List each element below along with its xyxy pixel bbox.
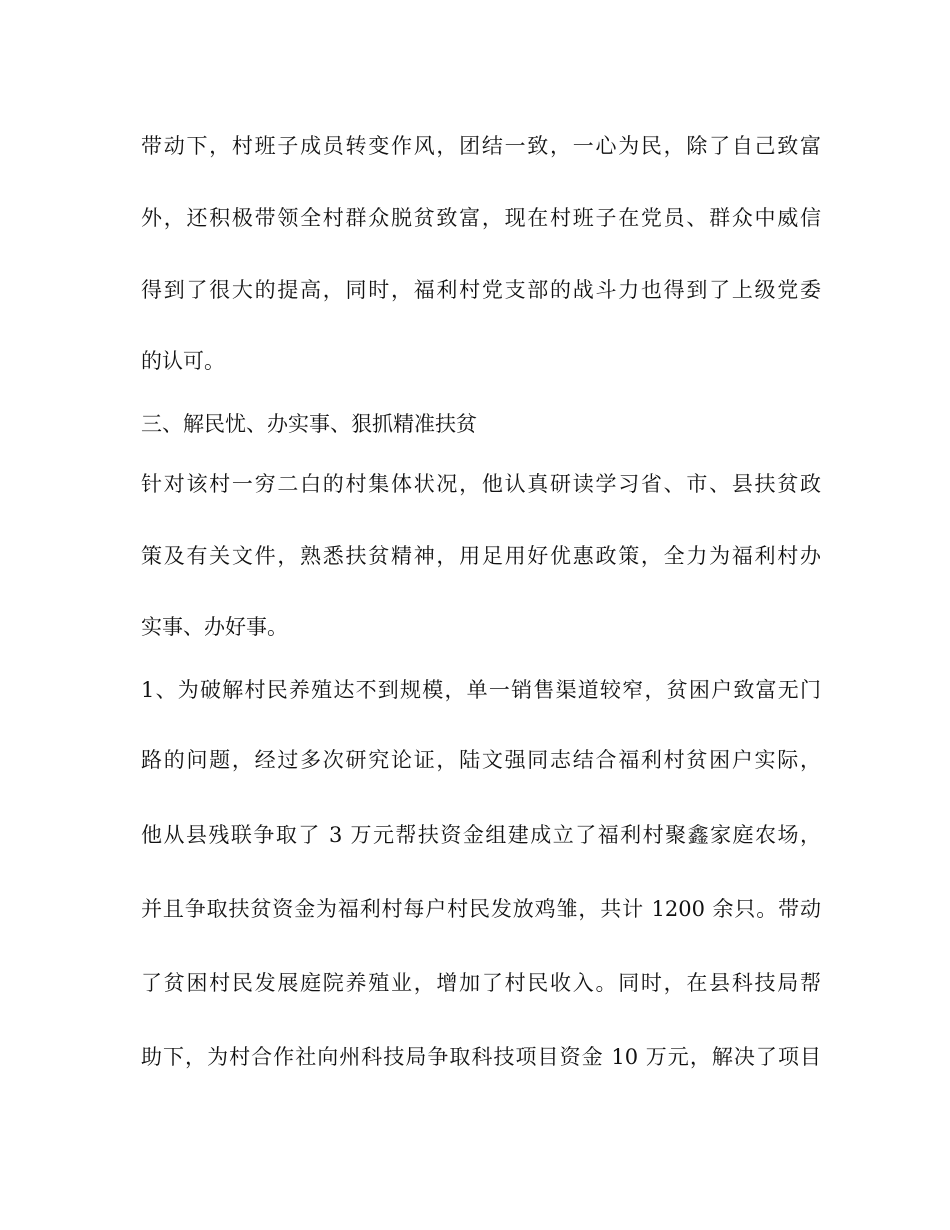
paragraph-line: 路的问题，经过多次研究论证，陆文强同志结合福利村贫困户实际，: [141, 748, 821, 772]
paragraph-line: 了贫困村民发展庭院养殖业，增加了村民收入。同时，在县科技局帮: [141, 971, 821, 995]
paragraph-line: 得到了很大的提高，同时，福利村党支部的战斗力也得到了上级党委: [141, 278, 821, 302]
paragraph-line: 的认可。: [141, 349, 225, 373]
paragraph-line: 并且争取扶贫资金为福利村每户村民发放鸡雏，共计 1200 余只。带动: [141, 897, 821, 921]
paragraph-line: 策及有关文件，熟悉扶贫精神，用足用好优惠政策，全力为福利村办: [141, 544, 821, 568]
paragraph-line: 外，还积极带领全村群众脱贫致富，现在村班子在党员、群众中威信: [141, 206, 821, 230]
paragraph-line: 针对该村一穷二白的村集体状况，他认真研读学习省、市、县扶贫政: [141, 472, 821, 496]
paragraph-line: 1、为破解村民养殖达不到规模，单一销售渠道较窄，贫困户致富无门: [141, 678, 821, 702]
paragraph-line: 助下，为村合作社向州科技局争取科技项目资金 10 万元，解决了项目: [141, 1045, 821, 1069]
paragraph-line: 他从县残联争取了 3 万元帮扶资金组建成立了福利村聚鑫家庭农场，: [141, 823, 821, 847]
paragraph-line: 实事、办好事。: [141, 615, 288, 639]
section-heading: 三、解民忧、办实事、狠抓精准扶贫: [141, 412, 477, 436]
paragraph-line: 带动下，村班子成员转变作风，团结一致，一心为民，除了自己致富: [141, 134, 821, 158]
